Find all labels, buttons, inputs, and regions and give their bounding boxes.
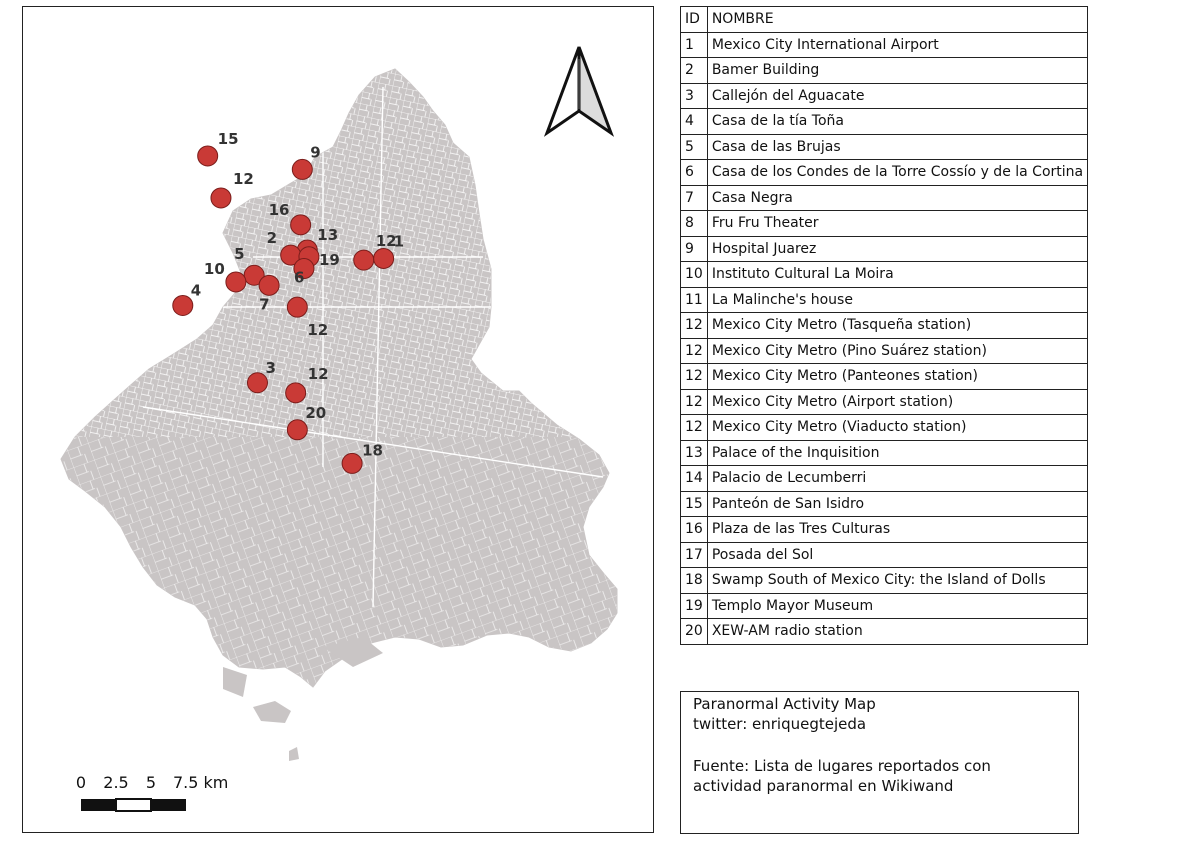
legend-row-name: Casa de las Brujas bbox=[707, 134, 1087, 160]
marker-label: 3 bbox=[265, 358, 276, 377]
legend-row-name: Posada del Sol bbox=[707, 542, 1087, 568]
legend-row bbox=[681, 440, 1088, 466]
legend-row bbox=[681, 593, 1088, 619]
southern-fragment bbox=[223, 667, 247, 697]
legend-row-id: 17 bbox=[681, 542, 708, 568]
legend-row-name: Mexico City Metro (Viaducto station) bbox=[707, 415, 1087, 441]
legend-row-id: 16 bbox=[681, 517, 708, 543]
legend-row-id: 19 bbox=[681, 593, 708, 619]
legend-row-name: Casa Negra bbox=[707, 185, 1087, 211]
location-marker bbox=[198, 146, 218, 166]
legend-row bbox=[681, 211, 1088, 237]
legend-row-name: Templo Mayor Museum bbox=[707, 593, 1087, 619]
marker-label: 6 bbox=[293, 268, 305, 287]
legend-row bbox=[681, 185, 1088, 211]
legend-row bbox=[681, 313, 1088, 339]
legend-row bbox=[681, 83, 1088, 109]
legend-row-id: 8 bbox=[681, 211, 708, 237]
legend-row-id: 7 bbox=[681, 185, 708, 211]
block-grid bbox=[23, 7, 653, 832]
legend-row bbox=[681, 287, 1088, 313]
legend-row bbox=[681, 58, 1088, 84]
legend-row-name: La Malinche's house bbox=[707, 287, 1087, 313]
legend-row-id: 10 bbox=[681, 262, 708, 288]
legend-row-name: Panteón de San Isidro bbox=[707, 491, 1087, 517]
legend-row-name: XEW-AM radio station bbox=[707, 619, 1087, 645]
marker-label: 5 bbox=[234, 245, 245, 264]
source-line-2: actividad paranormal en Wikiwand bbox=[693, 777, 954, 795]
legend-row-id: 5 bbox=[681, 134, 708, 160]
legend-row-id: 15 bbox=[681, 491, 708, 517]
marker-label: 13 bbox=[317, 226, 339, 245]
legend-row-name: Mexico City Metro (Pino Suárez station) bbox=[707, 338, 1087, 364]
legend-row-id: 12 bbox=[681, 338, 708, 364]
legend-row bbox=[681, 568, 1088, 594]
land-mass bbox=[23, 7, 653, 832]
marker-label: 2 bbox=[266, 229, 278, 248]
scale-label-2-5: 2.5 bbox=[103, 773, 129, 792]
location-marker bbox=[374, 248, 394, 268]
location-marker bbox=[211, 188, 231, 208]
legend-row bbox=[681, 160, 1088, 186]
marker-label: 19 bbox=[318, 250, 340, 269]
legend-row-name: Mexico City International Airport bbox=[707, 32, 1087, 58]
scale-label-5: 5 bbox=[145, 773, 157, 792]
legend-row bbox=[681, 619, 1088, 645]
marker-label: 4 bbox=[190, 281, 202, 300]
location-marker bbox=[354, 250, 374, 270]
legend-body bbox=[681, 32, 1088, 644]
marker-label: 16 bbox=[268, 200, 290, 219]
legend-row-id: 4 bbox=[681, 109, 708, 135]
legend-header-id: ID bbox=[681, 7, 708, 33]
legend-row-name: Swamp South of Mexico City: the Island of Dolls bbox=[707, 568, 1087, 594]
legend-row-name: Bamer Building bbox=[707, 58, 1087, 84]
southern-fragment bbox=[253, 701, 291, 723]
legend-row bbox=[681, 542, 1088, 568]
legend-row bbox=[681, 466, 1088, 492]
legend-header-name: NOMBRE bbox=[707, 7, 1087, 33]
legend-row-id: 14 bbox=[681, 466, 708, 492]
legend-row bbox=[681, 109, 1088, 135]
legend-row-id: 13 bbox=[681, 440, 708, 466]
marker-label: 12 bbox=[375, 232, 397, 251]
scale-bar bbox=[76, 773, 228, 811]
legend-row bbox=[681, 364, 1088, 390]
marker-label: 1 bbox=[393, 232, 405, 251]
legend-row-id: 1 bbox=[681, 32, 708, 58]
location-marker bbox=[287, 420, 307, 440]
location-marker bbox=[291, 215, 311, 235]
legend-row bbox=[681, 262, 1088, 288]
legend-row bbox=[681, 134, 1088, 160]
legend-row-name: Fru Fru Theater bbox=[707, 211, 1087, 237]
legend-row-id: 12 bbox=[681, 364, 708, 390]
legend-row-id: 11 bbox=[681, 287, 708, 313]
marker-label: 12 bbox=[307, 321, 329, 340]
marker-label: 15 bbox=[217, 129, 239, 148]
marker-label: 20 bbox=[305, 403, 327, 422]
legend-row-id: 18 bbox=[681, 568, 708, 594]
info-box bbox=[680, 691, 1079, 834]
legend-row-id: 12 bbox=[681, 389, 708, 415]
legend-row-name: Mexico City Metro (Airport station) bbox=[707, 389, 1087, 415]
southern-fragment bbox=[289, 747, 299, 761]
map-frame bbox=[22, 6, 654, 833]
location-marker bbox=[286, 383, 306, 403]
author-credit: twitter: enriquegtejeda bbox=[693, 715, 867, 733]
legend-row-name: Hospital Juarez bbox=[707, 236, 1087, 262]
legend-table bbox=[680, 6, 1088, 645]
scale-label-0: 0 bbox=[75, 773, 87, 792]
marker-label: 7 bbox=[259, 295, 270, 314]
location-marker bbox=[247, 373, 267, 393]
marker-label: 18 bbox=[362, 441, 383, 460]
legend-row-name: Palace of the Inquisition bbox=[707, 440, 1087, 466]
north-arrow-icon bbox=[547, 47, 611, 133]
marker-label: 12 bbox=[307, 364, 329, 383]
location-marker bbox=[259, 275, 279, 295]
legend-row-name: Plaza de las Tres Culturas bbox=[707, 517, 1087, 543]
legend-row-id: 9 bbox=[681, 236, 708, 262]
legend-row-id: 2 bbox=[681, 58, 708, 84]
legend-row-id: 12 bbox=[681, 313, 708, 339]
marker-label: 10 bbox=[203, 259, 225, 278]
legend-row-id: 3 bbox=[681, 83, 708, 109]
legend-row-id: 6 bbox=[681, 160, 708, 186]
location-marker bbox=[342, 453, 362, 473]
legend-row bbox=[681, 32, 1088, 58]
legend-row bbox=[681, 236, 1088, 262]
map-canvas bbox=[23, 7, 653, 832]
legend-row-name: Casa de la tía Toña bbox=[707, 109, 1087, 135]
legend-row-name: Callejón del Aguacate bbox=[707, 83, 1087, 109]
legend-row bbox=[681, 338, 1088, 364]
location-marker bbox=[173, 295, 193, 315]
legend-row-name: Instituto Cultural La Moira bbox=[707, 262, 1087, 288]
source-line-1: Fuente: Lista de lugares reportados con bbox=[693, 757, 991, 775]
location-marker bbox=[226, 272, 246, 292]
scale-label-7-5-km: 7.5 km bbox=[173, 773, 229, 792]
marker-label: 9 bbox=[310, 143, 321, 162]
legend-row bbox=[681, 415, 1088, 441]
legend-row-id: 20 bbox=[681, 619, 708, 645]
legend-row-id: 12 bbox=[681, 415, 708, 441]
location-marker bbox=[287, 297, 307, 317]
marker-label: 12 bbox=[232, 169, 254, 188]
legend-row-name: Casa de los Condes de la Torre Cossío y de la Cortina bbox=[707, 160, 1087, 186]
legend-row-name: Mexico City Metro (Panteones station) bbox=[707, 364, 1087, 390]
map-title: Paranormal Activity Map bbox=[693, 695, 876, 713]
legend-header-row bbox=[681, 7, 1088, 33]
legend-row-name: Palacio de Lecumberri bbox=[707, 466, 1087, 492]
legend-row bbox=[681, 517, 1088, 543]
location-marker bbox=[292, 159, 312, 179]
legend-row bbox=[681, 491, 1088, 517]
legend-row bbox=[681, 389, 1088, 415]
legend-row-name: Mexico City Metro (Tasqueña station) bbox=[707, 313, 1087, 339]
